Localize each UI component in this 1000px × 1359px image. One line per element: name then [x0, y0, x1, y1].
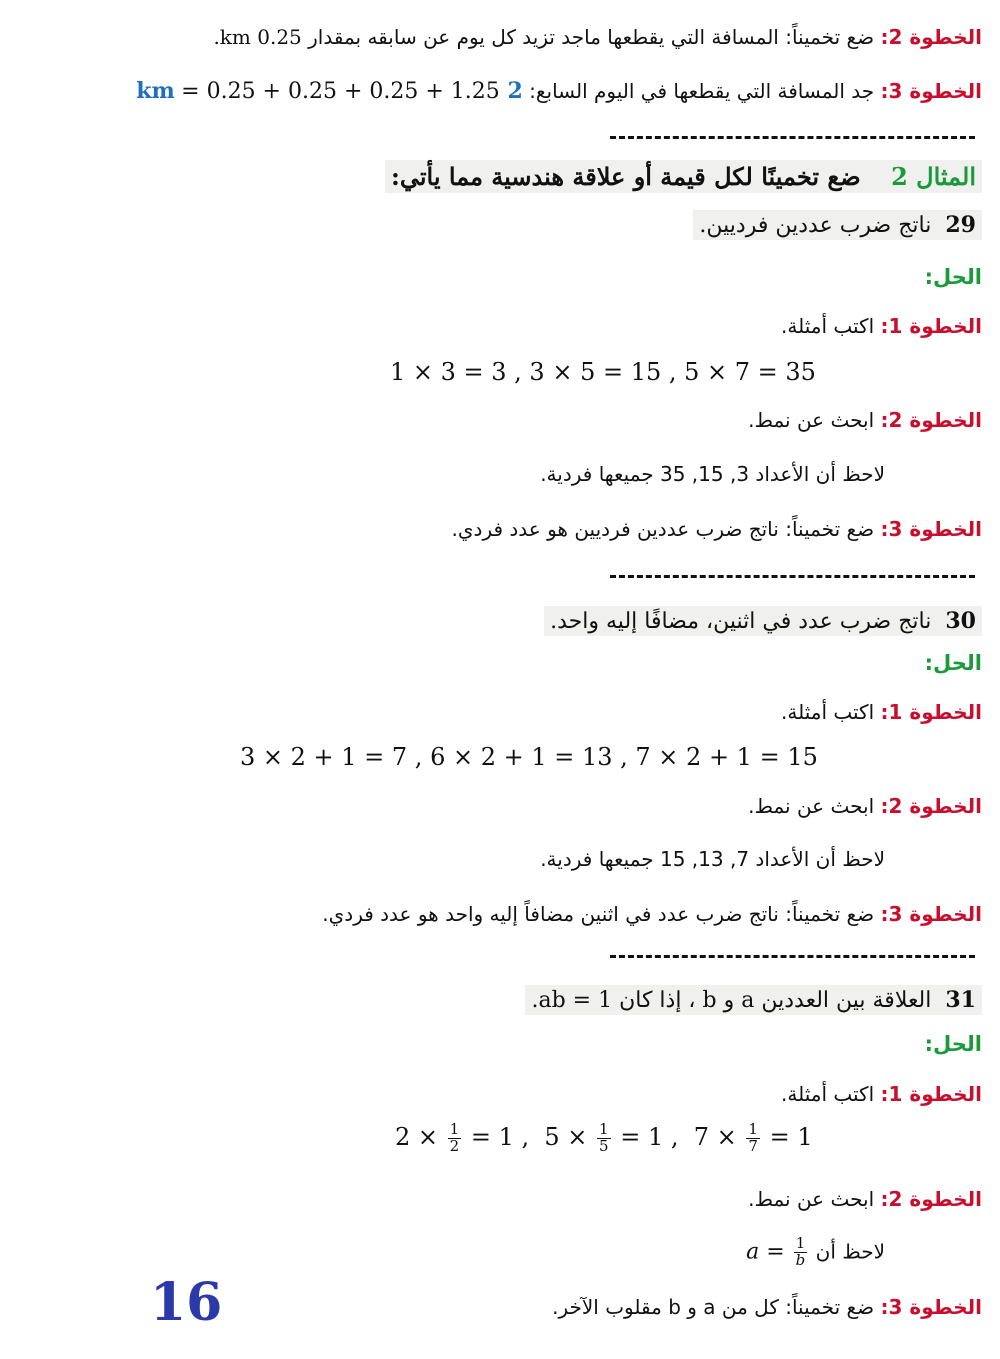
math-term: a = [746, 1239, 785, 1265]
step-label: الخطوة 1: [880, 700, 982, 724]
step-label: الخطوة 2: [880, 1187, 982, 1211]
distance-value: 0.25 km. [213, 25, 302, 49]
step-label: الخطوة 1: [880, 1082, 982, 1106]
step-line [781, 1082, 982, 1106]
example-header [385, 160, 982, 193]
note-math [746, 1236, 809, 1269]
step-text: ابحث عن نمط. [748, 1187, 875, 1211]
denominator: 5 [599, 1136, 609, 1155]
divider [610, 136, 975, 139]
math-term: = 1 [769, 1122, 813, 1151]
examples-math: 1 × 3 = 3 , 3 × 5 = 15 , 5 × 7 = 35 [390, 358, 816, 386]
denominator: 7 [748, 1136, 758, 1155]
pattern-note [746, 1236, 885, 1269]
math-term: 2 × [395, 1122, 439, 1151]
examples-math: 3 × 2 + 1 = 7 , 6 × 2 + 1 = 13 , 7 × 2 + 1 = 15 [240, 743, 818, 771]
question-number: 29 [945, 212, 976, 238]
question-31 [525, 985, 982, 1015]
step-text: ضع تخميناً: المسافة التي يقطعها ماجد تزيد كل يوم عن سابقه بمقدار [308, 25, 875, 49]
step-text: جد المسافة التي يقطعها في اليوم السابع: [529, 79, 875, 103]
step-text: اكتب أمثلة. [781, 700, 875, 724]
step-text: ضع تخميناً: كل من a و b مقلوب الآخر. [552, 1295, 875, 1319]
step-text: اكتب أمثلة. [781, 1082, 875, 1106]
question-30 [544, 606, 982, 636]
solution-label: الحل: [924, 651, 982, 675]
step-line [748, 794, 982, 818]
step-text: ضع تخميناً: ناتج ضرب عدد في اثنين مضافاً إليه واحد هو عدد فردي. [322, 902, 875, 926]
page-number: 16 [150, 1272, 223, 1333]
solution-label: الحل: [924, 1032, 982, 1056]
numerator: 1 [449, 1120, 460, 1138]
step-text: اكتب أمثلة. [781, 314, 875, 338]
step-label: الخطوة 2: [880, 794, 982, 818]
divider [610, 955, 975, 958]
numerator: 1 [599, 1120, 609, 1138]
step-label: الخطوة 1: [880, 314, 982, 338]
question-number: 30 [945, 608, 976, 634]
note-text: لاحظ أن [815, 1239, 885, 1264]
step-line [322, 902, 982, 926]
fraction [794, 1236, 808, 1269]
example-label: المثال 2 [891, 162, 976, 191]
question-text: ناتج ضرب عدد في اثنين، مضافًا إليه واحد. [550, 609, 932, 634]
result-value: 2 km [136, 78, 523, 104]
math-term: = 1 , [470, 1122, 530, 1151]
step-label: الخطوة 3: [880, 1295, 982, 1319]
step-label: الخطوة 3: [880, 79, 982, 103]
step-label: الخطوة 2: [880, 408, 982, 432]
divider [610, 575, 975, 578]
math-term: 7 × [693, 1122, 737, 1151]
step-label: الخطوة 3: [880, 517, 982, 541]
sum-expression: = 0.25 + 0.25 + 0.25 + 1.25 [181, 79, 500, 104]
question-number: 31 [945, 987, 976, 1013]
step-line [748, 408, 982, 432]
numerator: 1 [794, 1236, 808, 1253]
math-term: = 1 , [620, 1122, 679, 1151]
math-term: 5 × [544, 1122, 588, 1151]
step-line [781, 314, 982, 338]
fraction [746, 1122, 760, 1155]
step-text: ابحث عن نمط. [748, 408, 875, 432]
step-label: الخطوة 2: [880, 25, 982, 49]
examples-math [395, 1122, 813, 1155]
solution-label: الحل: [924, 265, 982, 289]
step-text: ابحث عن نمط. [748, 794, 875, 818]
step-line [748, 1187, 982, 1211]
step-line [552, 1295, 982, 1319]
step-line [452, 517, 982, 541]
step-line [781, 700, 982, 724]
denominator: 2 [449, 1136, 460, 1155]
example-title: ضع تخمينًا لكل قيمة أو علاقة هندسية مما يأتي: [391, 162, 861, 191]
pattern-note: لاحظ أن الأعداد 7, 13, 15 جميعها فردية. [540, 847, 885, 871]
step-label: الخطوة 3: [880, 902, 982, 926]
step-text: ضع تخميناً: ناتج ضرب عددين فرديين هو عدد فردي. [451, 517, 875, 541]
step-line [213, 25, 982, 49]
question-text: ناتج ضرب عددين فرديين. [699, 213, 932, 238]
pattern-note: لاحظ أن الأعداد 3, 15, 35 جميعها فردية. [540, 462, 885, 486]
step-line [136, 78, 982, 104]
fraction [597, 1122, 611, 1155]
denominator: b [795, 1250, 806, 1269]
fraction [448, 1122, 462, 1155]
question-29 [693, 210, 982, 240]
numerator: 1 [748, 1120, 758, 1138]
question-text: العلاقة بين العددين a و b ، إذا كان ab = 1. [531, 988, 932, 1013]
